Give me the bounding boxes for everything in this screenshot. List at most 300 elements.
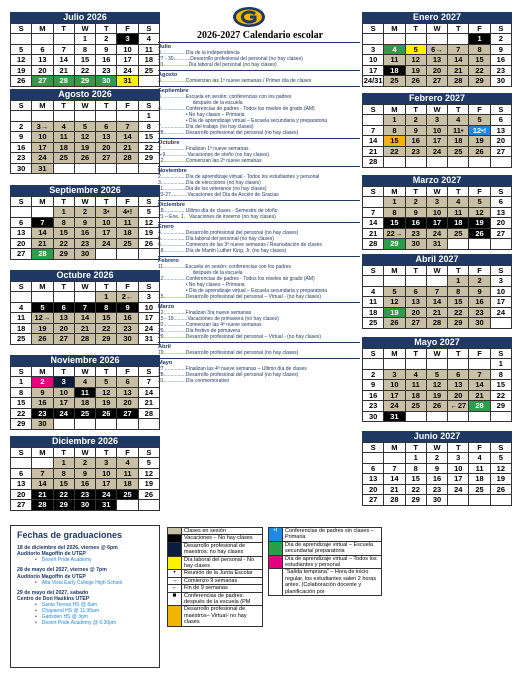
calendar-day: 29	[469, 76, 490, 87]
calendar-day: 30	[96, 76, 117, 87]
calendar-day	[384, 276, 405, 287]
calendar-day	[469, 239, 490, 250]
day-of-week-label: F	[117, 282, 138, 292]
calendar-day: 27	[32, 76, 53, 87]
calendar-day	[363, 197, 384, 208]
day-of-week-label: F	[469, 105, 490, 115]
calendar-day: 10	[53, 387, 74, 398]
calendar-day: 7	[74, 302, 95, 313]
calendar-day: 12	[405, 55, 426, 66]
calendar-day: 29	[490, 401, 511, 412]
events-list	[158, 42, 360, 386]
calendar-day: 15	[11, 398, 32, 409]
day-of-week-label: S	[11, 367, 32, 377]
calendar-day: 20	[405, 307, 426, 318]
day-of-week-label: T	[53, 448, 74, 458]
calendar-day: 23	[469, 307, 490, 318]
event-month-block	[158, 200, 360, 222]
calendar-day: 11	[384, 55, 405, 66]
calendar-day	[490, 157, 511, 168]
graduation-school: • Desert Pride Academy @ 6:30pm	[17, 620, 153, 626]
calendar-day: 16	[11, 142, 32, 153]
calendar-day	[405, 411, 426, 422]
calendar-day: 9	[490, 44, 511, 55]
calendar-day	[490, 239, 511, 250]
calendar-day	[405, 157, 426, 168]
calendar-day: 7	[448, 44, 469, 55]
calendar-day	[426, 276, 447, 287]
calendar-day	[117, 163, 138, 174]
calendar-day: 28	[363, 239, 384, 250]
calendar-day: 25	[448, 228, 469, 239]
calendar-day: 5	[96, 377, 117, 388]
calendar-day: 11	[117, 217, 138, 228]
calendar-day: 10	[138, 302, 159, 313]
calendar-enero-2027	[362, 12, 512, 87]
calendar-day	[74, 163, 95, 174]
day-of-week-label: S	[138, 197, 159, 207]
calendar-octubre-2026	[10, 270, 160, 345]
graduation-school: • Gadsden HS @ 3pm	[17, 614, 153, 620]
calendar-month-header: Julio 2026	[10, 12, 160, 23]
calendar-day: 12	[138, 468, 159, 479]
legend-label: “Salida temprana” – Hora de inicio regular, los estudiantes salen 2 horas antes. (Colaboración docente y planificación por	[283, 569, 382, 596]
day-of-week-label: S	[490, 187, 511, 197]
calendar-day: 26	[426, 401, 447, 412]
calendar-day: 3	[96, 458, 117, 469]
calendar-day: 19	[469, 218, 490, 229]
calendar-day: 29	[405, 495, 426, 506]
event-item: 5..................Día laboral del personal (no hay clases)	[158, 236, 274, 242]
calendar-day: 9	[405, 125, 426, 136]
calendar-day: 21	[448, 65, 469, 76]
calendar-day: 1	[448, 276, 469, 287]
calendar-day: 5	[490, 453, 511, 464]
legend-table-2	[268, 527, 382, 596]
day-of-week-label: F	[117, 24, 138, 34]
event-item: 31................Día conmemorativo	[158, 378, 230, 384]
calendar-day: 17	[363, 65, 384, 76]
calendar-day: 20	[117, 398, 138, 409]
day-of-week-label: T	[96, 101, 117, 111]
calendar-day: 25	[117, 238, 138, 249]
calendar-day: 21	[384, 484, 405, 495]
calendar-day: 19	[138, 228, 159, 239]
calendar-day: 12	[11, 55, 32, 66]
calendar-day: 26	[490, 484, 511, 495]
day-of-week-label: S	[11, 448, 32, 458]
calendar-day	[426, 411, 447, 422]
calendar-day: 14	[74, 313, 95, 324]
calendar-day: 23	[117, 323, 138, 334]
calendar-day: 16	[405, 136, 426, 147]
calendar-day: 29	[74, 76, 95, 87]
graduation-group	[17, 567, 153, 585]
calendar-day: 1	[384, 197, 405, 208]
calendar-day: 22	[138, 142, 159, 153]
event-month-name: Marzo	[158, 304, 175, 310]
calendar-day	[426, 359, 447, 370]
calendar-day: 18	[363, 307, 384, 318]
calendar-mayo-2027	[362, 337, 512, 422]
calendar-month-header: Enero 2027	[362, 12, 512, 23]
calendar-day: 16	[490, 55, 511, 66]
calendar-day	[490, 411, 511, 422]
day-of-week-label: M	[384, 24, 405, 34]
event-month-name: Mayo	[158, 360, 173, 366]
calendar-day: 15	[53, 228, 74, 239]
day-of-week-label: F	[117, 197, 138, 207]
day-of-week-label: W	[426, 349, 447, 359]
day-of-week-label: T	[96, 448, 117, 458]
legend-label: Conferencias de padres sin clases – Primaria	[283, 528, 382, 542]
calendar-day: 2	[96, 34, 117, 45]
calendar-day: 27	[405, 318, 426, 329]
calendar-day: 17	[53, 398, 74, 409]
calendar-day: 10	[96, 468, 117, 479]
calendar-day: 13	[32, 55, 53, 66]
legend-swatch: ←	[168, 585, 182, 592]
event-item: 2..................Finalizan 1ª nueve semanas	[158, 146, 249, 152]
calendar-day: 11	[74, 387, 95, 398]
calendar-day: 21	[74, 323, 95, 334]
calendar-day: 30	[363, 411, 384, 422]
calendar-day: 19	[469, 136, 490, 147]
event-item: 23-27............Vacaciones del Día de Acción de Gracias	[158, 192, 279, 198]
calendar-day: 2←	[117, 292, 138, 303]
event-item: • Día de aprendizaje virtual – Escuela secundaria y preparatoria	[158, 288, 328, 294]
calendar-day: 19	[11, 65, 32, 76]
calendar-day: 12	[426, 380, 447, 391]
calendar-day: 28	[117, 153, 138, 164]
calendar-day: 27	[11, 249, 32, 260]
event-item: 28................Desarrollo profesional del personal (no hay clases)	[158, 130, 299, 136]
calendar-day	[11, 34, 32, 45]
event-item: 31..................Día laboral del personal (no hay clases)	[158, 62, 277, 68]
calendar-day: 24	[426, 146, 447, 157]
calendar-day: 15	[384, 136, 405, 147]
day-of-week-label: S	[138, 24, 159, 34]
calendar-day: 27	[490, 228, 511, 239]
calendar-day: 2	[11, 121, 32, 132]
calendar-day: 4	[469, 453, 490, 464]
calendar-day: 30	[469, 318, 490, 329]
calendar-day: 26	[74, 153, 95, 164]
calendar-day: 21	[53, 65, 74, 76]
calendar-day: 8	[53, 468, 74, 479]
event-month-block	[158, 342, 360, 358]
event-month-block	[158, 138, 360, 166]
calendar-day: 20	[53, 323, 74, 334]
calendar-day: 17	[426, 136, 447, 147]
calendar-day: 4	[448, 115, 469, 126]
calendar-day: 18	[384, 65, 405, 76]
graduation-date: Centro de Don Haskins UTEP	[17, 596, 90, 603]
calendar-day	[117, 249, 138, 260]
day-of-week-label: T	[405, 349, 426, 359]
calendar-day: 28	[53, 76, 74, 87]
calendar-day: 11	[469, 463, 490, 474]
calendar-day: 7	[32, 468, 53, 479]
calendar-day: 6	[53, 302, 74, 313]
calendar-day: 25	[53, 153, 74, 164]
calendar-day: 4	[11, 302, 32, 313]
calendar-day: 22	[448, 307, 469, 318]
legend-swatch	[168, 606, 182, 626]
calendar-day	[96, 111, 117, 122]
calendar-day	[32, 458, 53, 469]
day-of-week-label: T	[53, 101, 74, 111]
event-month-name: Febrero	[158, 258, 179, 264]
calendar-day: 26	[11, 76, 32, 87]
calendar-day: 31	[384, 411, 405, 422]
day-of-week-label: S	[11, 197, 32, 207]
calendar-day: 17	[384, 390, 405, 401]
calendar-day	[117, 500, 138, 511]
calendar-day: 24	[384, 401, 405, 412]
day-of-week-label: F	[117, 367, 138, 377]
calendar-day: 18	[405, 390, 426, 401]
day-of-week-label: M	[384, 349, 405, 359]
calendar-day: 25	[469, 484, 490, 495]
event-month-name: Noviembre	[158, 168, 187, 174]
legend-table-1	[167, 527, 263, 627]
calendar-day	[405, 34, 426, 45]
calendar-day: 25	[117, 489, 138, 500]
calendar-day: 15	[53, 479, 74, 490]
event-item: 11................Escuela en sesión: conferencias con los padres	[158, 264, 292, 270]
legend-label: Clases en sesión	[182, 528, 263, 535]
calendar-day: 8	[138, 121, 159, 132]
day-of-week-label: T	[448, 24, 469, 34]
calendar-day: 10	[490, 286, 511, 297]
calendar-day: 26	[138, 489, 159, 500]
calendar-day	[53, 111, 74, 122]
event-month-name: Agosto	[158, 72, 178, 78]
calendar-day: 7	[138, 377, 159, 388]
graduation-school: • Alta Vista Early College High School	[17, 580, 153, 586]
calendar-day: 30	[11, 163, 32, 174]
calendar-day: 20	[490, 136, 511, 147]
calendar-month-header: Mayo 2027	[362, 337, 512, 348]
calendar-day: 23	[405, 228, 426, 239]
calendar-day: 2	[363, 369, 384, 380]
calendar-day: 30	[490, 76, 511, 87]
legend-swatch	[168, 528, 182, 535]
calendar-day: 8	[469, 44, 490, 55]
calendar-day: 30	[74, 249, 95, 260]
legend-label: Fin de 9 semanas	[182, 585, 263, 592]
calendar-day: 3	[138, 292, 159, 303]
event-month-name: Enero	[158, 224, 174, 230]
calendar-day: 5	[384, 286, 405, 297]
day-of-week-label: S	[490, 105, 511, 115]
calendar-day: 24	[448, 484, 469, 495]
calendar-day: 11	[53, 132, 74, 143]
calendar-day: 7	[117, 121, 138, 132]
calendar-month-header: Abril 2027	[362, 254, 512, 265]
calendar-day: 3	[490, 276, 511, 287]
calendar-day: 29	[53, 500, 74, 511]
calendar-day	[363, 276, 384, 287]
legend-label: Día de aprendizaje virtual – Todos los estudiantes y personal	[283, 555, 382, 569]
calendar-day: 29	[384, 239, 405, 250]
legend-swatch	[168, 556, 182, 570]
calendar-day: 24	[96, 489, 117, 500]
graduation-date: Auditorio Magoffin de UTEP	[17, 551, 86, 558]
day-of-week-label: S	[11, 282, 32, 292]
calendar-day: 6	[490, 197, 511, 208]
calendar-day	[426, 157, 447, 168]
calendar-day	[490, 495, 511, 506]
event-item: 3..................Día de la independencia	[158, 50, 240, 56]
calendar-day: 10	[426, 207, 447, 218]
event-item: • No hay clases – Primaria	[158, 282, 245, 288]
calendar-day	[32, 207, 53, 218]
calendar-day: 23	[490, 65, 511, 76]
legend-label: Día de aprendizaje virtual – Escuela secundaria/ preparatoria	[283, 541, 382, 555]
calendar-day	[490, 318, 511, 329]
calendar-day: 1	[11, 377, 32, 388]
calendar-day: 1	[138, 111, 159, 122]
calendar-day: 15	[448, 297, 469, 308]
day-of-week-label: T	[53, 367, 74, 377]
calendar-day	[448, 239, 469, 250]
calendar-day: 8	[11, 387, 32, 398]
calendar-day: 26	[96, 408, 117, 419]
event-month-block	[158, 256, 360, 302]
calendar-day	[96, 163, 117, 174]
calendar-day: 4	[448, 197, 469, 208]
event-month-block	[158, 70, 360, 86]
calendar-day: 14	[138, 387, 159, 398]
legend-label: Conferencias de padres: después de la escuela (PM	[182, 592, 263, 606]
calendar-day: 13	[363, 474, 384, 485]
calendar-day	[363, 453, 384, 464]
calendar-day: 21	[32, 238, 53, 249]
event-item: 5-9................Vacaciones de otoño (no hay clases)	[158, 152, 270, 158]
calendar-day: 14	[448, 55, 469, 66]
calendar-day	[138, 500, 159, 511]
calendar-day: 31	[117, 76, 138, 87]
calendar-day: 18	[138, 55, 159, 66]
calendar-day: 19	[96, 398, 117, 409]
calendar-day: 26	[405, 76, 426, 87]
calendar-day	[138, 76, 159, 87]
event-month-name: Diciembre	[158, 202, 186, 208]
calendar-day: 13	[490, 125, 511, 136]
calendar-day: 28	[384, 495, 405, 506]
calendar-day: 5	[405, 44, 426, 55]
calendar-day: 22	[490, 390, 511, 401]
calendar-day: 17	[117, 55, 138, 66]
calendar-day: 12•!	[469, 125, 490, 136]
calendar-day: 2	[490, 34, 511, 45]
calendar-day: 30	[74, 500, 95, 511]
calendar-day: 18	[117, 479, 138, 490]
calendar-day: 20	[426, 65, 447, 76]
calendar-day: 4	[53, 121, 74, 132]
calendar-day: 7	[363, 125, 384, 136]
calendar-day	[32, 34, 53, 45]
day-of-week-label: S	[138, 101, 159, 111]
calendar-day: 10	[117, 44, 138, 55]
calendar-day	[138, 249, 159, 260]
calendar-day: 9	[11, 132, 32, 143]
calendar-day: 28	[74, 334, 95, 345]
calendar-day: 31	[138, 334, 159, 345]
calendar-day: 5	[469, 115, 490, 126]
calendar-day: 21	[363, 228, 384, 239]
calendar-day: 4	[384, 44, 405, 55]
calendar-day: 18	[469, 474, 490, 485]
calendar-day: 6	[448, 369, 469, 380]
day-of-week-label: T	[405, 105, 426, 115]
event-item: 2..................Día de aprendizaje virtual - Todos los estudiantes y personal	[158, 174, 320, 180]
day-of-week-label: M	[384, 266, 405, 276]
calendar-day: 18	[448, 136, 469, 147]
calendar-day: 14	[32, 228, 53, 239]
day-of-week-label: S	[363, 266, 384, 276]
calendar-septiembre-2026	[10, 185, 160, 260]
calendar-day: 28	[469, 401, 490, 412]
legend-swatch: •!	[269, 528, 283, 542]
event-item: 27 - 30............Desarrollo profesional del personal (no hay clases)	[158, 56, 303, 62]
graduation-date: Auditorio Magoffin de UTEP	[17, 573, 86, 580]
day-of-week-label: M	[32, 197, 53, 207]
event-item: 19................Desarrollo profesional del personal (no hay clases)	[158, 350, 299, 356]
calendar-day: 23	[426, 484, 447, 495]
calendar-month-header: Junio 2027	[362, 431, 512, 442]
legend-label: Día laboral del personal - No hay clases	[182, 556, 263, 570]
calendar-day: 6	[117, 377, 138, 388]
day-of-week-label: T	[96, 282, 117, 292]
calendar-day: 4	[74, 377, 95, 388]
calendar-day	[405, 276, 426, 287]
calendar-day: 12	[96, 387, 117, 398]
day-of-week-label: S	[363, 24, 384, 34]
calendar-day: 27	[53, 334, 74, 345]
calendar-day: 22	[384, 146, 405, 157]
day-of-week-label: S	[490, 24, 511, 34]
calendar-month-header: Febrero 2027	[362, 93, 512, 104]
calendar-day: 6→	[426, 44, 447, 55]
calendar-day: 20	[490, 218, 511, 229]
event-item: 12................Comienzan las 2ª nueve semanas	[158, 158, 262, 164]
calendar-day: 22	[53, 489, 74, 500]
calendar-day: 4•!	[117, 207, 138, 218]
calendar-day	[53, 34, 74, 45]
legend-swatch	[168, 542, 182, 556]
calendar-day: 11	[405, 380, 426, 391]
calendar-day: 11	[363, 297, 384, 308]
calendar-day: 27	[426, 76, 447, 87]
calendar-day	[138, 419, 159, 430]
calendar-day: 14	[32, 479, 53, 490]
calendar-day	[448, 157, 469, 168]
calendar-day: 19	[384, 307, 405, 318]
calendar-day: 17	[96, 479, 117, 490]
legend-label: Reunión de la Junta Escolar	[182, 570, 263, 577]
calendar-day: 22	[11, 408, 32, 419]
day-of-week-label: M	[384, 187, 405, 197]
calendar-day: 13	[53, 313, 74, 324]
calendar-day: 1	[53, 458, 74, 469]
event-item: 4..................Desarrollo profesional del personal (no hay clases)	[158, 230, 299, 236]
event-month-name: Abril	[158, 344, 171, 350]
calendar-day: 16	[405, 218, 426, 229]
calendar-day: 25	[11, 334, 32, 345]
